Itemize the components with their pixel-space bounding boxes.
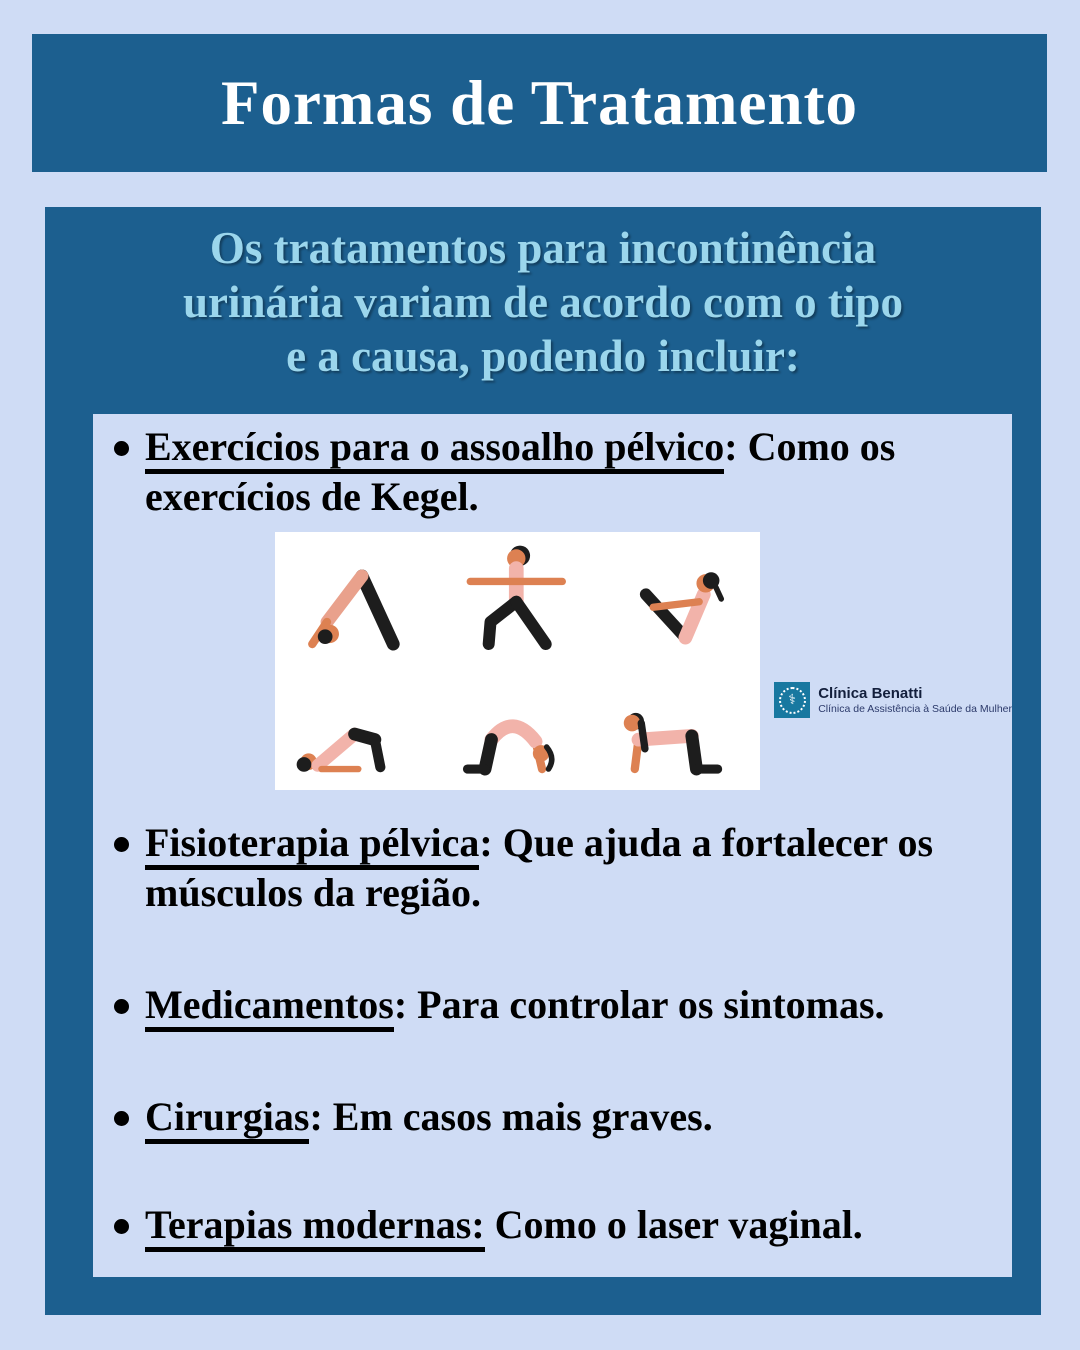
title-banner bbox=[32, 34, 1047, 172]
warrior-two-icon bbox=[439, 536, 595, 661]
table-top-pose-icon bbox=[598, 661, 754, 786]
clinic-logo bbox=[774, 682, 1012, 718]
yoga-poses-image bbox=[275, 532, 760, 790]
intro-text bbox=[45, 207, 1041, 383]
content-panel bbox=[45, 207, 1041, 1315]
clinic-logo-mark bbox=[774, 682, 810, 718]
bullet-rest: : Que ajuda a fortalecer os músculos da região. bbox=[145, 820, 934, 915]
treatment-list-continued bbox=[93, 818, 1012, 1250]
boat-pose-icon bbox=[598, 536, 754, 661]
bullet-rest: : Como os exercícios de Kegel. bbox=[145, 424, 896, 519]
bridge-pose-icon bbox=[281, 661, 437, 786]
bullet-lead: Cirurgias bbox=[145, 1094, 309, 1144]
bullet-rest: Como o laser vaginal. bbox=[484, 1202, 863, 1247]
medical-wreath-icon: ⚕ bbox=[779, 687, 806, 714]
downward-dog-icon bbox=[281, 536, 437, 661]
list-item-pelvic-exercises bbox=[93, 422, 1012, 522]
bullet-lead: Exercícios para o assoalho pélvico bbox=[145, 424, 724, 474]
bullet-lead: Medicamentos bbox=[145, 982, 394, 1032]
page-title: Formas de Tratamento bbox=[220, 67, 859, 138]
bullet-lead: Fisioterapia pélvica bbox=[145, 820, 479, 870]
list-item-pelvic-physiotherapy bbox=[93, 818, 1012, 918]
intro-line: Os tratamentos para incontinência bbox=[209, 223, 877, 273]
treatment-list bbox=[93, 422, 1012, 522]
list-item-modern-therapies bbox=[93, 1200, 1012, 1250]
bullet-lead: Terapias modernas: bbox=[145, 1202, 485, 1252]
list-item-medications bbox=[93, 980, 1012, 1030]
clinic-tagline: Clínica de Assistência à Saúde da Mulher bbox=[818, 703, 1012, 715]
media-row bbox=[93, 532, 1012, 790]
cat-pose-icon bbox=[439, 661, 595, 786]
intro-line: urinária variam de acordo com o tipo bbox=[183, 277, 903, 327]
treatment-list-panel bbox=[93, 414, 1012, 1277]
bullet-rest: : Em casos mais graves. bbox=[309, 1094, 713, 1139]
bullet-rest: : Para controlar os sintomas. bbox=[393, 982, 885, 1027]
intro-line: e a causa, podendo incluir: bbox=[286, 331, 800, 381]
clinic-logo-text bbox=[818, 685, 1012, 715]
list-item-surgeries bbox=[93, 1092, 1012, 1142]
clinic-name: Clínica Benatti bbox=[818, 685, 923, 702]
